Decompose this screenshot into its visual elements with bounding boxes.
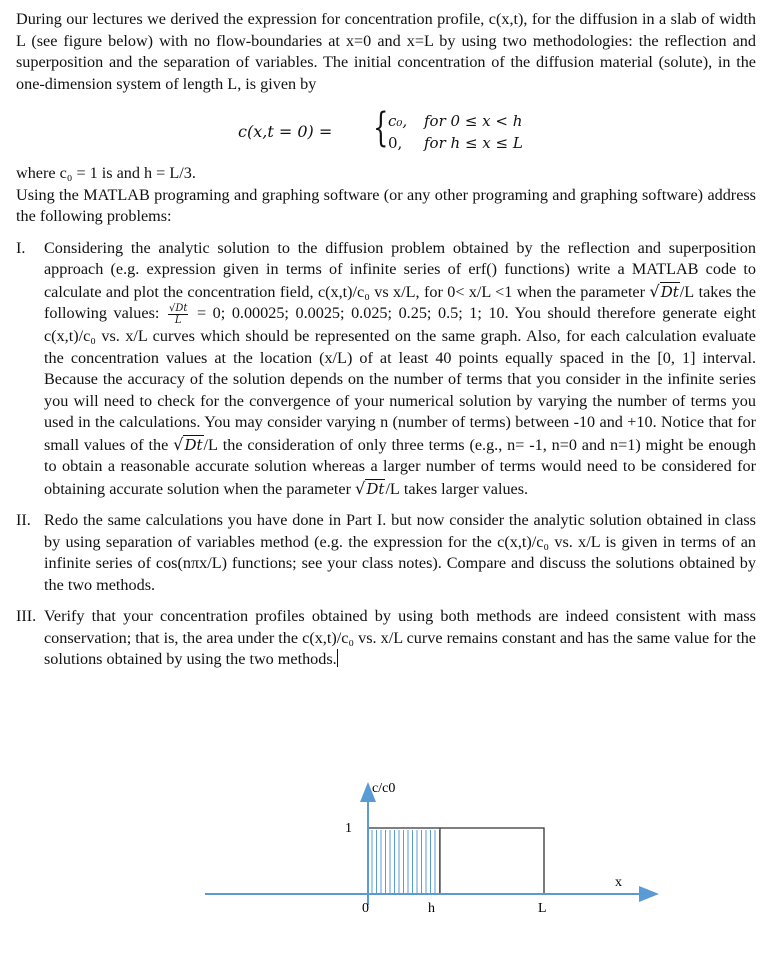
x-tick-label: L — [538, 901, 547, 916]
sqrt-dt-expression: √Dt/L — [173, 434, 218, 454]
case2-value: 0, — [388, 134, 403, 152]
case1-value: c₀, — [388, 112, 408, 130]
fraction-numerator: √Dt — [168, 303, 188, 314]
sqrt-radicand: Dt — [660, 282, 679, 301]
problem-number: III. — [16, 607, 37, 625]
problem-text: takes larger values. — [399, 479, 529, 498]
problem-text: takes the following values: — [44, 282, 756, 323]
x-axis-label: x — [615, 875, 622, 890]
problem-text: = 0; 0.00025; 0.0025; 0.025; 0.25; 0.5; 1; 10. You should therefore generate eight c(x,t)/c₀ vs. x/L curves which should be represented on the same graph. Also, for each calculation evaluate the concentration values at the location (x/L) of at least 40 points equally spaced in the [0, 1] interval. Because the accuracy of the solution depends on the number of terms that you consider in the infinite series you will need to check for the convergence of your numerical solution by varying the number of terms you used in the calculations. You may consider varying n (number of terms) between -10 and +10. Notice that for small values of the — [44, 304, 756, 454]
problem-text: the consideration of only three terms (e.g., n= -1, n=0 and n=1) might be enough to obtain a reasonable accurate solution whereas a larger number of terms would need to be considered for obtaining accurate solution when the parameter — [44, 435, 756, 498]
sqrt-radicand: Dt — [366, 479, 385, 498]
case2-condition: for h ≤ x ≤ L — [424, 134, 523, 152]
x-tick-label: 0 — [362, 901, 369, 916]
initial-solute-region — [368, 828, 440, 894]
problem-text: Considering the analytic solution to the diffusion problem obtained by the reflection and superposition approach (e.g. expression given in terms of infinite series of erf() functions) write a MATLAB code to calculate and plot the concentration field, c(x,t)/c₀ vs x/L, for 0< x/L <1 when the parameter — [44, 238, 756, 301]
y-axis-label: c/c0 — [372, 781, 396, 796]
equation-lhs: c(x,t = 0) = — [238, 122, 333, 141]
x-tick-label: h — [428, 901, 435, 916]
intro-paragraph: During our lectures we derived the expression for concentration profile, c(x,t), for the diffusion in a slab of width L (see figure below) with no flow-boundaries at x=0 and x=L by using two methodologies: the reflection and superposition and the separation of variables. The initial concentration of the diffusion material (solute), in the one-dimension system of length L, is given by — [16, 10, 756, 93]
where-line: where c₀ = 1 is and h = L/3. — [16, 164, 196, 182]
fraction-denominator: L — [174, 315, 182, 326]
problem-number: II. — [16, 511, 31, 529]
sqrt-dt-expression: √Dt/L — [649, 281, 695, 301]
instructions-paragraph: Using the MATLAB programing and graphing software (or any other programing and graphing software) address the following problems: — [16, 185, 756, 225]
case1-condition: for 0 ≤ x < h — [424, 112, 523, 130]
over-l: /L — [203, 435, 218, 454]
problem-number: I. — [16, 238, 26, 257]
y-tick-label: 1 — [345, 821, 352, 836]
over-l: /L — [385, 479, 400, 498]
sqrt-dt-expression: √Dt/L — [355, 478, 400, 498]
left-brace: { — [373, 105, 389, 151]
sqrt-radicand: Dt — [184, 435, 203, 454]
over-l: /L — [679, 282, 695, 301]
problem-text: Redo the same calculations you have done in Part I. but now consider the analytic solution obtained in class by using separation of variables method (e.g. the expression for the c(x,t)/c₀ vs. x/L is given in terms of an infinite series of cos(nπx/L) functions; see your class notes). Compare and discuss the solutions obtained by the two methods. — [44, 511, 756, 594]
problem-text: Verify that your concentration profiles obtained by using both methods are indeed consistent with mass conservation; that is, the area under the c(x,t)/c₀ vs. x/L curve remains constant and has the same value for the solutions obtained by using the two methods. — [44, 607, 756, 668]
